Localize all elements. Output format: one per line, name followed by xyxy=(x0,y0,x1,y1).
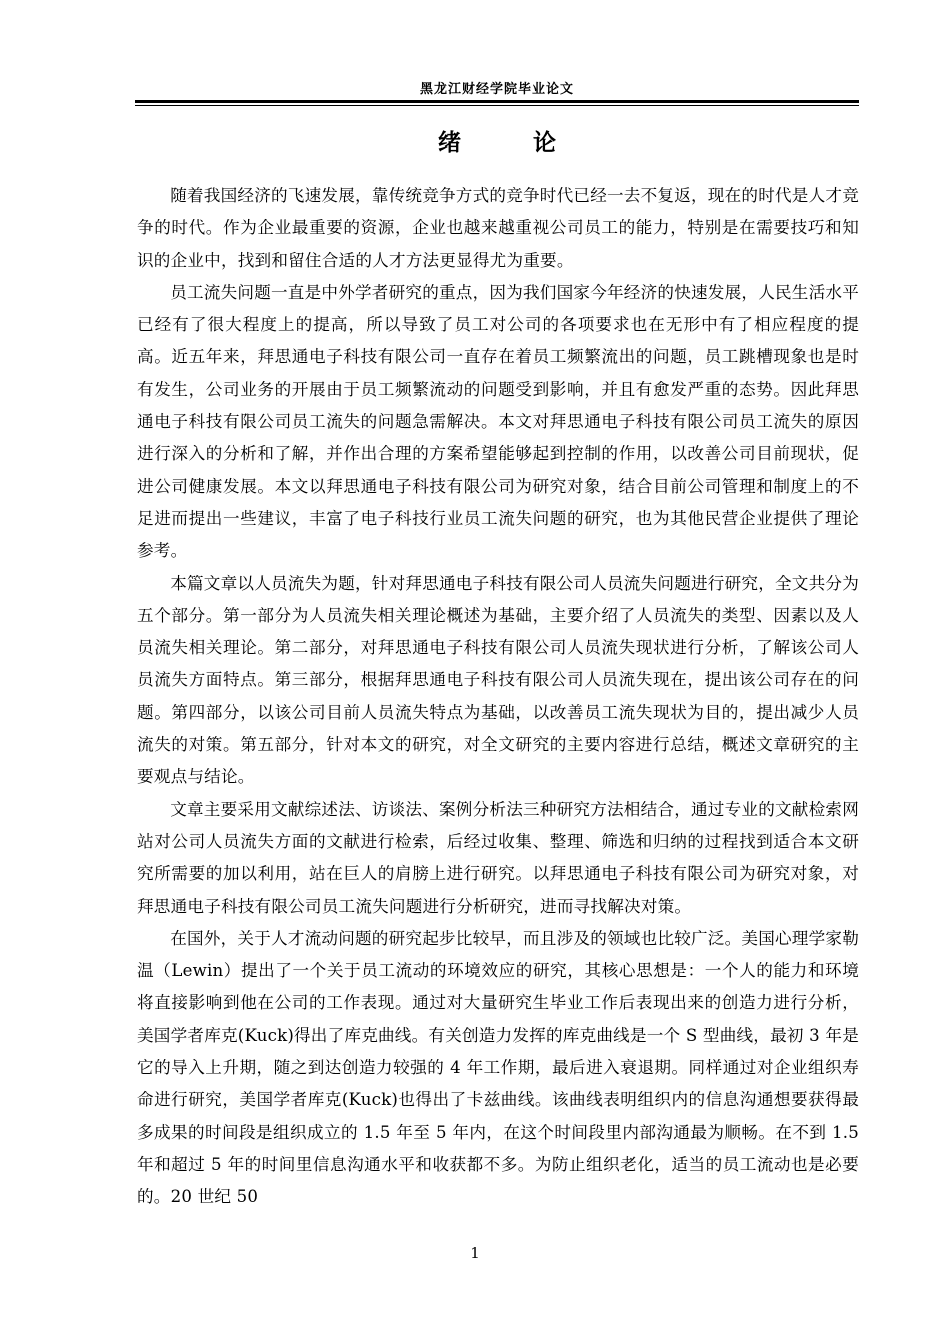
page-number: 1 xyxy=(470,1244,480,1262)
paragraph-3: 本篇文章以人员流失为题，针对拜思通电子科技有限公司人员流失问题进行研究，全文共分为五个部分。第一部分为人员流失相关理论概述为基础，主要介绍了人员流失的类型、因素以及人员流失相关理论。第二部分，对拜思通电子科技有限公司人员流失现状进行分析，了解该公司人员流失方面特点。第三部分，根据拜思通电子科技有限公司人员流失现在，提出该公司存在的问题。第四部分，以该公司目前人员流失特点为基础，以改善员工流失现状为目的，提出减少人员流失的对策。第五部分，针对本文的研究，对全文研究的主要内容进行总结，概述文章研究的主要观点与结论。 xyxy=(137,573,859,787)
section-title: 绪 论 xyxy=(437,130,588,156)
paragraph-5: 在国外，关于人才流动问题的研究起步比较早，而且涉及的领域也比较广泛。美国心理学家勒温（Lewin）提出了一个关于员工流动的环境效应的研究，其核心思想是：一个人的能力和环境将直接影响到他在公司的工作表现。通过对大量研究生毕业工作后表现出来的创造力进行分析，美国学者库克(Kuck)得出了库克曲线。有关创造力发挥的库克曲线是一个 S 型曲线，最初 3 年是它的导入上升期，随之到达创造力较强的 4 年工作期，最后进入衰退期。同样通过对企业组织寿命进行研究，美国学者库克(Kuck)也得出了卡兹曲线。该曲线表明组织内的信息沟通想要获得最多成果的时间段是组织成立的 1.5 年至 5 年内，在这个时间段里内部沟通最为顺畅。在不到 1.5 年和超过 5 年的时间里信息沟通水平和收获都不多。为防止组织老化，适当的员工流动也是必要的。20 世纪 50 xyxy=(137,928,859,1207)
body-text xyxy=(137,180,859,1214)
paragraph-1: 随着我国经济的飞速发展，靠传统竞争方式的竞争时代已经一去不复返，现在的时代是人才竞争的时代。作为企业最重要的资源，企业也越来越重视公司员工的能力，特别是在需要技巧和知识的企业中，找到和留住合适的人才方法更显得尤为重要。 xyxy=(137,186,859,270)
running-header: 黑龙江财经学院毕业论文 xyxy=(419,82,574,97)
paragraph-2: 员工流失问题一直是中外学者研究的重点，因为我们国家今年经济的快速发展，人民生活水平已经有了很大程度上的提高，所以导致了员工对公司的各项要求也在无形中有了相应程度的提高。近五年来，拜思通电子科技有限公司一直存在着员工频繁流出的问题，员工跳槽现象也是时有发生，公司业务的开展由于员工频繁流动的问题受到影响，并且有愈发严重的态势。因此拜思通电子科技有限公司员工流失的问题急需解决。本文对拜思通电子科技有限公司员工流失的原因进行深入的分析和了解，并作出合理的方案希望能够起到控制的作用，以改善公司目前现状，促进公司健康发展。本文以拜思通电子科技有限公司为研究对象，结合目前公司管理和制度上的不足进而提出一些建议，丰富了电子科技行业员工流失问题的研究，也为其他民营企业提供了理论参考。 xyxy=(137,282,859,561)
header-rule-thin xyxy=(135,105,859,106)
header-rule-thick xyxy=(135,100,859,103)
paragraph-4: 文章主要采用文献综述法、访谈法、案例分析法三种研究方法相结合，通过专业的文献检索网站对公司人员流失方面的文献进行检索，后经过收集、整理、筛选和归纳的过程找到适合本文研究所需要的加以利用，站在巨人的肩膀上进行研究。以拜思通电子科技有限公司为研究对象，对拜思通电子科技有限公司员工流失问题进行分析研究，进而寻找解决对策。 xyxy=(137,799,859,916)
